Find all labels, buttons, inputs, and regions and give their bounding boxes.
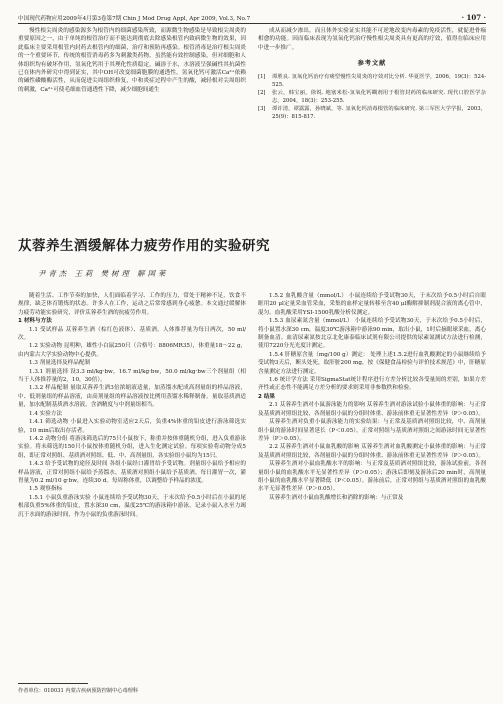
footnote-rule [18, 683, 88, 684]
article-title: 苁蓉养生酒缓解体力疲劳作用的实验研究 [18, 238, 270, 254]
article-body-right-column [258, 292, 486, 502]
article-body-left-column [18, 292, 246, 519]
page-number: · 107 · [461, 13, 486, 22]
running-header [18, 8, 486, 24]
paragraph: 慢性根尖周炎的感染源多为根管内的细菌感染所致，而源微生物感染是导致根尖周炎的重要原因之一，由于单纯的根管治疗而不能达到彻底去除感染根管内致病微生物的效果，因此临床主要采用根管内封药去根管内的细菌，治疗和预防再感染。根管消毒是治疗根尖周炎的一个重要环节，传统的根管消毒药多为刺激类药物，虽然能有效控制感染，但对细胞和人体组织均有破坏作用，氢氧化钙用于其理化性质稳定，碱溶于水，水溶液呈强碱性其抗菌性已在体内外研究中得到证实，其中OH可改变细菌胞膜的通透性，氢氧化钙可激活Ca²⁺依赖的碱性磷酸酶活性，从而促进尖周组织修复，中和炎症过程中产生的酸，减轻根对尖周组织的刺激，Ca²⁺可使毛细血管通透性下降，减少细胞间通生 [18, 28, 246, 93]
reference-number: [2] [258, 89, 266, 96]
paragraph: 2.1 苁蓉养生酒对小鼠游泳能力的影响 苁蓉养生酒对游泳试验小鼠体重的影响：与正常及基质酒对照组比较，各剂量组小鼠的分组时体重、游泳前体重无显著性差异（P＞0.05）。 [258, 402, 486, 417]
paragraph: 1.4.1 筛选动物 小鼠进入实验动物室适应2天后，负重4%体重的铅皮进行游泳筛选实验，10 min后取出存活者。 [18, 419, 246, 434]
paragraph: 1.3.1 剂量选择 设3.3 ml/kg·bw，16.7 ml/kg·bw，50.0 ml/kg·bw三个剂量组（相当于人体推荐量的2，10，30倍）。 [18, 368, 246, 384]
reference-text: 张云，韩宝丽，徐锐. 地塞米松-氢氧化钙糊剂用于根管封药的临床研究. 现代口腔医学杂志，2004，18(3)：253-255. [272, 89, 486, 104]
author-affiliation-footnote: 作者单位：010031 内蒙古疾病预防控制中心毒理科 [18, 688, 139, 694]
paragraph: 苁蓉养生酒对负重小鼠游泳能力的实验结果：与正常及基质酒对照组比较，中、高剂量组小鼠的游泳时间显著延长（P＜0.05）。正常对照组与基质酒对照组之间游泳时间无显著性差异（P＞0.05）。 [258, 419, 486, 442]
journal-header: 中国现代药物应用2009年4月第3卷第7期 Chin J Mod Drug Appl, Apr 2009, Vol.3, No.7 [18, 16, 251, 22]
paragraph: 1.5 观察指标 [29, 486, 63, 493]
reference-text: 谭许清，谭露露，孙晓斌，等. 氢氧化钙消毒根管的临床研究. 第三军医大学学报，2003，25(9)：815-817. [272, 105, 486, 120]
paragraph: 2.2 苁蓉养生酒对小鼠血乳酸的影响 苁蓉养生酒对血乳酸测定小鼠体重的影响：与正常及基质酒对照组比较，各剂量组小鼠的分组时体重、游泳前体重无显著性差异（P＞0.05）。 [258, 444, 486, 459]
reference-number: [1] [258, 73, 266, 80]
reference-item [258, 89, 486, 105]
references-heading: 参考文献 [357, 60, 387, 68]
paragraph: 1.1 受试样品 苁蓉养生酒（棕红色液体）、基质酒。人体推荐量为每日两次，50 ml/次。 [18, 326, 246, 342]
paragraph: 1.6 统计学方法 采用SigmaStat统计程序进行方差分析比较各受量间的差别，如果方差齐性或正态性不能满足方差分析的要求则采用非参数秩和检验。 [258, 377, 486, 392]
paragraph: 成从而减少渗出，而且体外实验证实其能不可逆地改变内毒素的免疫活性，就促进骨痂相愈的功能。因而临床表现为氢氧化钙治疗慢性根尖周炎具有更高的疗效，值得在临床应用中进一步推广。 [258, 28, 486, 51]
paragraph: 随着生活、工作节奏的加快，人们面临着学习、工作的压力，常处于精神不足，饮食不规律，缺乏体育锻炼的状态。许多人在工作，运动之后常常感到身心疲惫。本文通过缓解体力疲劳功能实验研究，评价苁蓉养生酒的抗疲劳作用。 [18, 293, 246, 316]
paragraph: 1.3 剂量选择及样品配制 [29, 360, 91, 367]
paragraph: 1.3.2 样品配制 量取苁蓉养生酒3倍浓缩液适量，加蒸馏水配成高剂量组的样品溶液，中、低剂量组的样品溶液，由高剂量组的样品溶液按比例用蒸馏水稀释制备。量取基质酒适量，加水配制基质酒水溶液，含酒精度与中剂量组相当。 [18, 385, 246, 409]
paragraph: 1.5.4 肝糖原含量（mg/100 g）测定： 处理上述1.5.2进行血乳酸测定的小鼠继续给予受试物3天后，断头处死，取肝脏200 mg，按《保健食品检验与评价技术规范》中，肝糖原含量测定方法进行测定。 [258, 351, 486, 375]
reference-text: 谭胜良. 氢氧化钙治疗有瘘型慢性尖周炎的疗效对比分析. 华夏医学，2006，19(3)：524-525. [272, 73, 486, 88]
article-authors: 尹青杰 王莉 樊树理 解国莱 [38, 269, 169, 278]
reference-item [258, 105, 486, 121]
section-heading: 2 结果 [258, 393, 276, 400]
reference-item [258, 73, 486, 89]
paragraph: 1.5.3 血尿素氮含量（mmol/L） 小鼠连续给予受试物30天，于末次给予0.5小时后，将小鼠置水深30 cm，温度30℃游泳箱中游泳90 min，取出小鼠，1时后摘眼球采血，离心制备血清。血清尿素氮按北京北化康泰临床试剂有限公司提供的尿素氮测试方法进行检测，使用7220分光光度计测定。 [258, 318, 486, 350]
paragraph: 苁蓉养生酒对小鼠血乳酸水平的影响：与正常及基质酒对照组比较，游泳试验前，各剂量组小鼠的血乳酸水平无显著性差异（P＞0.05）；游泳后即刻及游泳后20 min时，高剂量组小鼠的血乳酸水平显著降低（P＜0.05）。游泳前后，正常对照组与基质酒对照组的血乳酸水平无显著性差异（P＞0.05）。 [258, 461, 486, 493]
paragraph: 1.4.2 动物分组 将游泳筛选后的75只小鼠按下，称重并按体重随机分组，进入负重游泳实验。将未筛选的150只小鼠按体重随机分组，进入生化测定试验。每项实验将动物分成5组，即正常对照组、基质酒对照组、低、中、高剂量组，各实验组小鼠均为15只。 [18, 435, 246, 459]
paragraph: 苁蓉养生酒对小鼠血乳酸增长和消除的影响：与正常及 [269, 494, 404, 501]
paragraph: 1.5.1 小鼠负重游泳实验 小鼠连续给予受试物30天，于末次给予0.5小时后在小鼠的尾根部负重5%体重的铅皮，置水深30 cm，温度25℃的游泳箱中游泳。记录小鼠入水至力竭沉于水面的游泳时间，作为小鼠的负重游泳时间。 [18, 494, 246, 518]
paragraph: 1.5.2 血乳酸含量（mmol/L） 小鼠连续给予受试物30天，于末次给予0.5小时后自眼眶用20 μl定量采血管采血，采集的血样定量转移至含40 μl酶解抑制剂混合液的离心管中，混匀。血乳酸采用YSI-1500乳酸分析仪测定。 [258, 293, 486, 316]
prev-article-left-column [18, 27, 246, 94]
paragraph: 1.4.3 给予受试物的途径及时间 各组小鼠经口灌胃给予受试物。剂量组小鼠给予相应的样品溶液，正常对照组小鼠给予蒸馏水，基质酒对照组小鼠给予基质酒。每日灌胃一次，灌胃量为0.2 ml/10 g·bw，连续30 d。每周称体重，以调整给予样品的浓度。 [18, 461, 246, 484]
reference-number: [3] [258, 105, 266, 112]
section-heading: 1 材料与方法 [18, 318, 52, 325]
prev-article-right-column [258, 27, 486, 121]
paragraph: 1.4 实验方法 [29, 410, 63, 417]
paragraph: 1.2 实验动物 昆明种，雄性小白鼠250只（合格号：8806MR35），体重量18～22 g，由内蒙古大学实验动物中心提供。 [18, 343, 246, 358]
